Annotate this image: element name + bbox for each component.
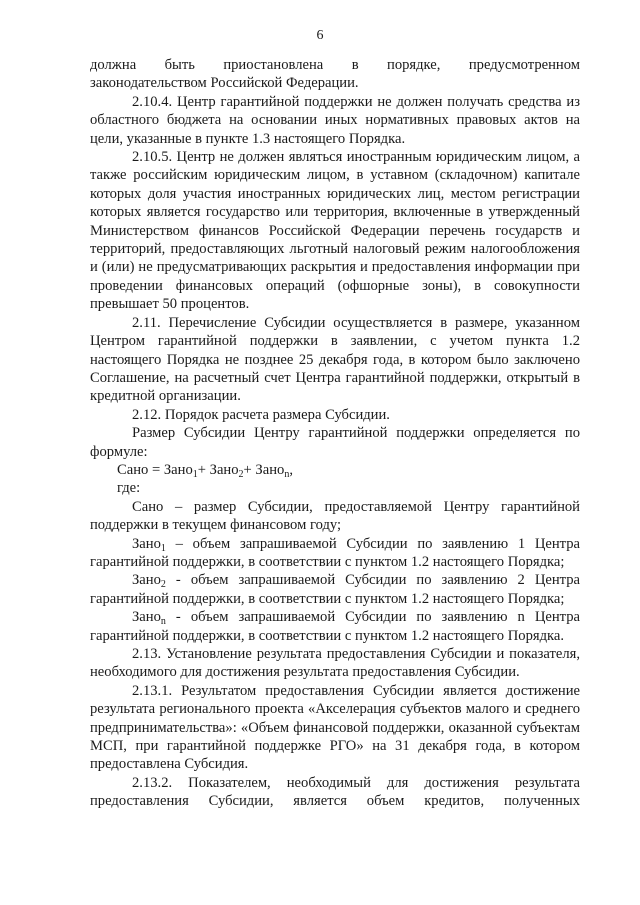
- paragraph-2-13: 2.13. Установление результата предоставления Субсидии и показателя, необходимого для достижения результата предоставления Субсидии.: [90, 646, 580, 681]
- document-body: [90, 56, 580, 811]
- paragraph-2-11: 2.11. Перечисление Субсидии осуществляется в размере, указанном Центром гарантийной поддержки в заявлении, с учетом пункта 1.2 настоящего Порядка не позднее 25 декабря года, в котором было заключено Соглашение, на расчетный счет Центра гарантийной поддержки, открытый в кредитной организации.: [90, 314, 580, 405]
- paragraph-2-13-1: 2.13.1. Результатом предоставления Субсидии является достижение результата регионального проекта «Акселерация субъектов малого и среднего предпринимательства»: «Объем финансовой поддержки, оказанной субъектам МСП, при гарантийной поддержке РГО» на 31 декабря года, в котором предоставлена Субсидия.: [90, 682, 580, 773]
- page-number: 6: [316, 28, 324, 43]
- paragraph-2-10-5: 2.10.5. Центр не должен являться иностранным юридическим лицом, а также российским юридическим лицом, в уставном (складочном) капитале которых доля участия иностранных юридических лиц, местом регистрации которых является государство или территория, включенные в утвержденный Министерством финансов Российской Федерации перечень государств и территорий, предоставляющих льготный налоговый режим налогообложения и (или) не предусматривающих раскрытия и предоставления информации при проведении финансовых операций (офшорные зоны), в совокупности превышает 50 процентов.: [90, 149, 580, 313]
- paragraph-2-13-2: 2.13.2. Показателем, необходимый для достижения результата предоставления Субсидии, является объем кредитов, полученных: [90, 774, 580, 810]
- paragraph-continuation-line: должна быть приостановлена в порядке, предусмотренном: [90, 57, 580, 73]
- paragraph-2-10-4: 2.10.4. Центр гарантийной поддержки не должен получать средства из областного бюджета на основании иных нормативных правовых актов на цели, указанные в пункте 1.3 настоящего Порядка.: [90, 93, 580, 147]
- paragraph-continuation-end: законодательством Российской Федерации.: [90, 75, 359, 92]
- definition-zano-1: Зано$_1$ – объем запрашиваемой Субсидии по заявлению 1 Центра гарантийной поддержки, в соответствии с пунктом 1.2 настоящего Порядка;: [90, 535, 580, 570]
- definition-sano: Сано – размер Субсидии, предоставляемой Центру гарантийной поддержки в текущем финансовом году;: [90, 498, 580, 534]
- paragraph-2-12: 2.12. Порядок расчета размера Субсидии.: [132, 406, 390, 423]
- definition-zano-n: Зано$_n$ - объем запрашиваемой Субсидии по заявлению n Центра гарантийной поддержки, в соответствии с пунктом 1.2 настоящего Порядка.: [90, 609, 580, 644]
- formula-where-label: где:: [117, 480, 141, 497]
- subsidy-formula: Сано = Зано$_1$+ Зано$_2$+ Зано$_n$,: [117, 461, 293, 480]
- paragraph-formula-intro: Размер Субсидии Центру гарантийной поддержки определяется по формуле:: [90, 425, 580, 460]
- definition-zano-2: Зано$_2$ - объем запрашиваемой Субсидии по заявлению 2 Центра гарантийной поддержки, в соответствии с пунктом 1.2 настоящего Порядка;: [90, 572, 580, 607]
